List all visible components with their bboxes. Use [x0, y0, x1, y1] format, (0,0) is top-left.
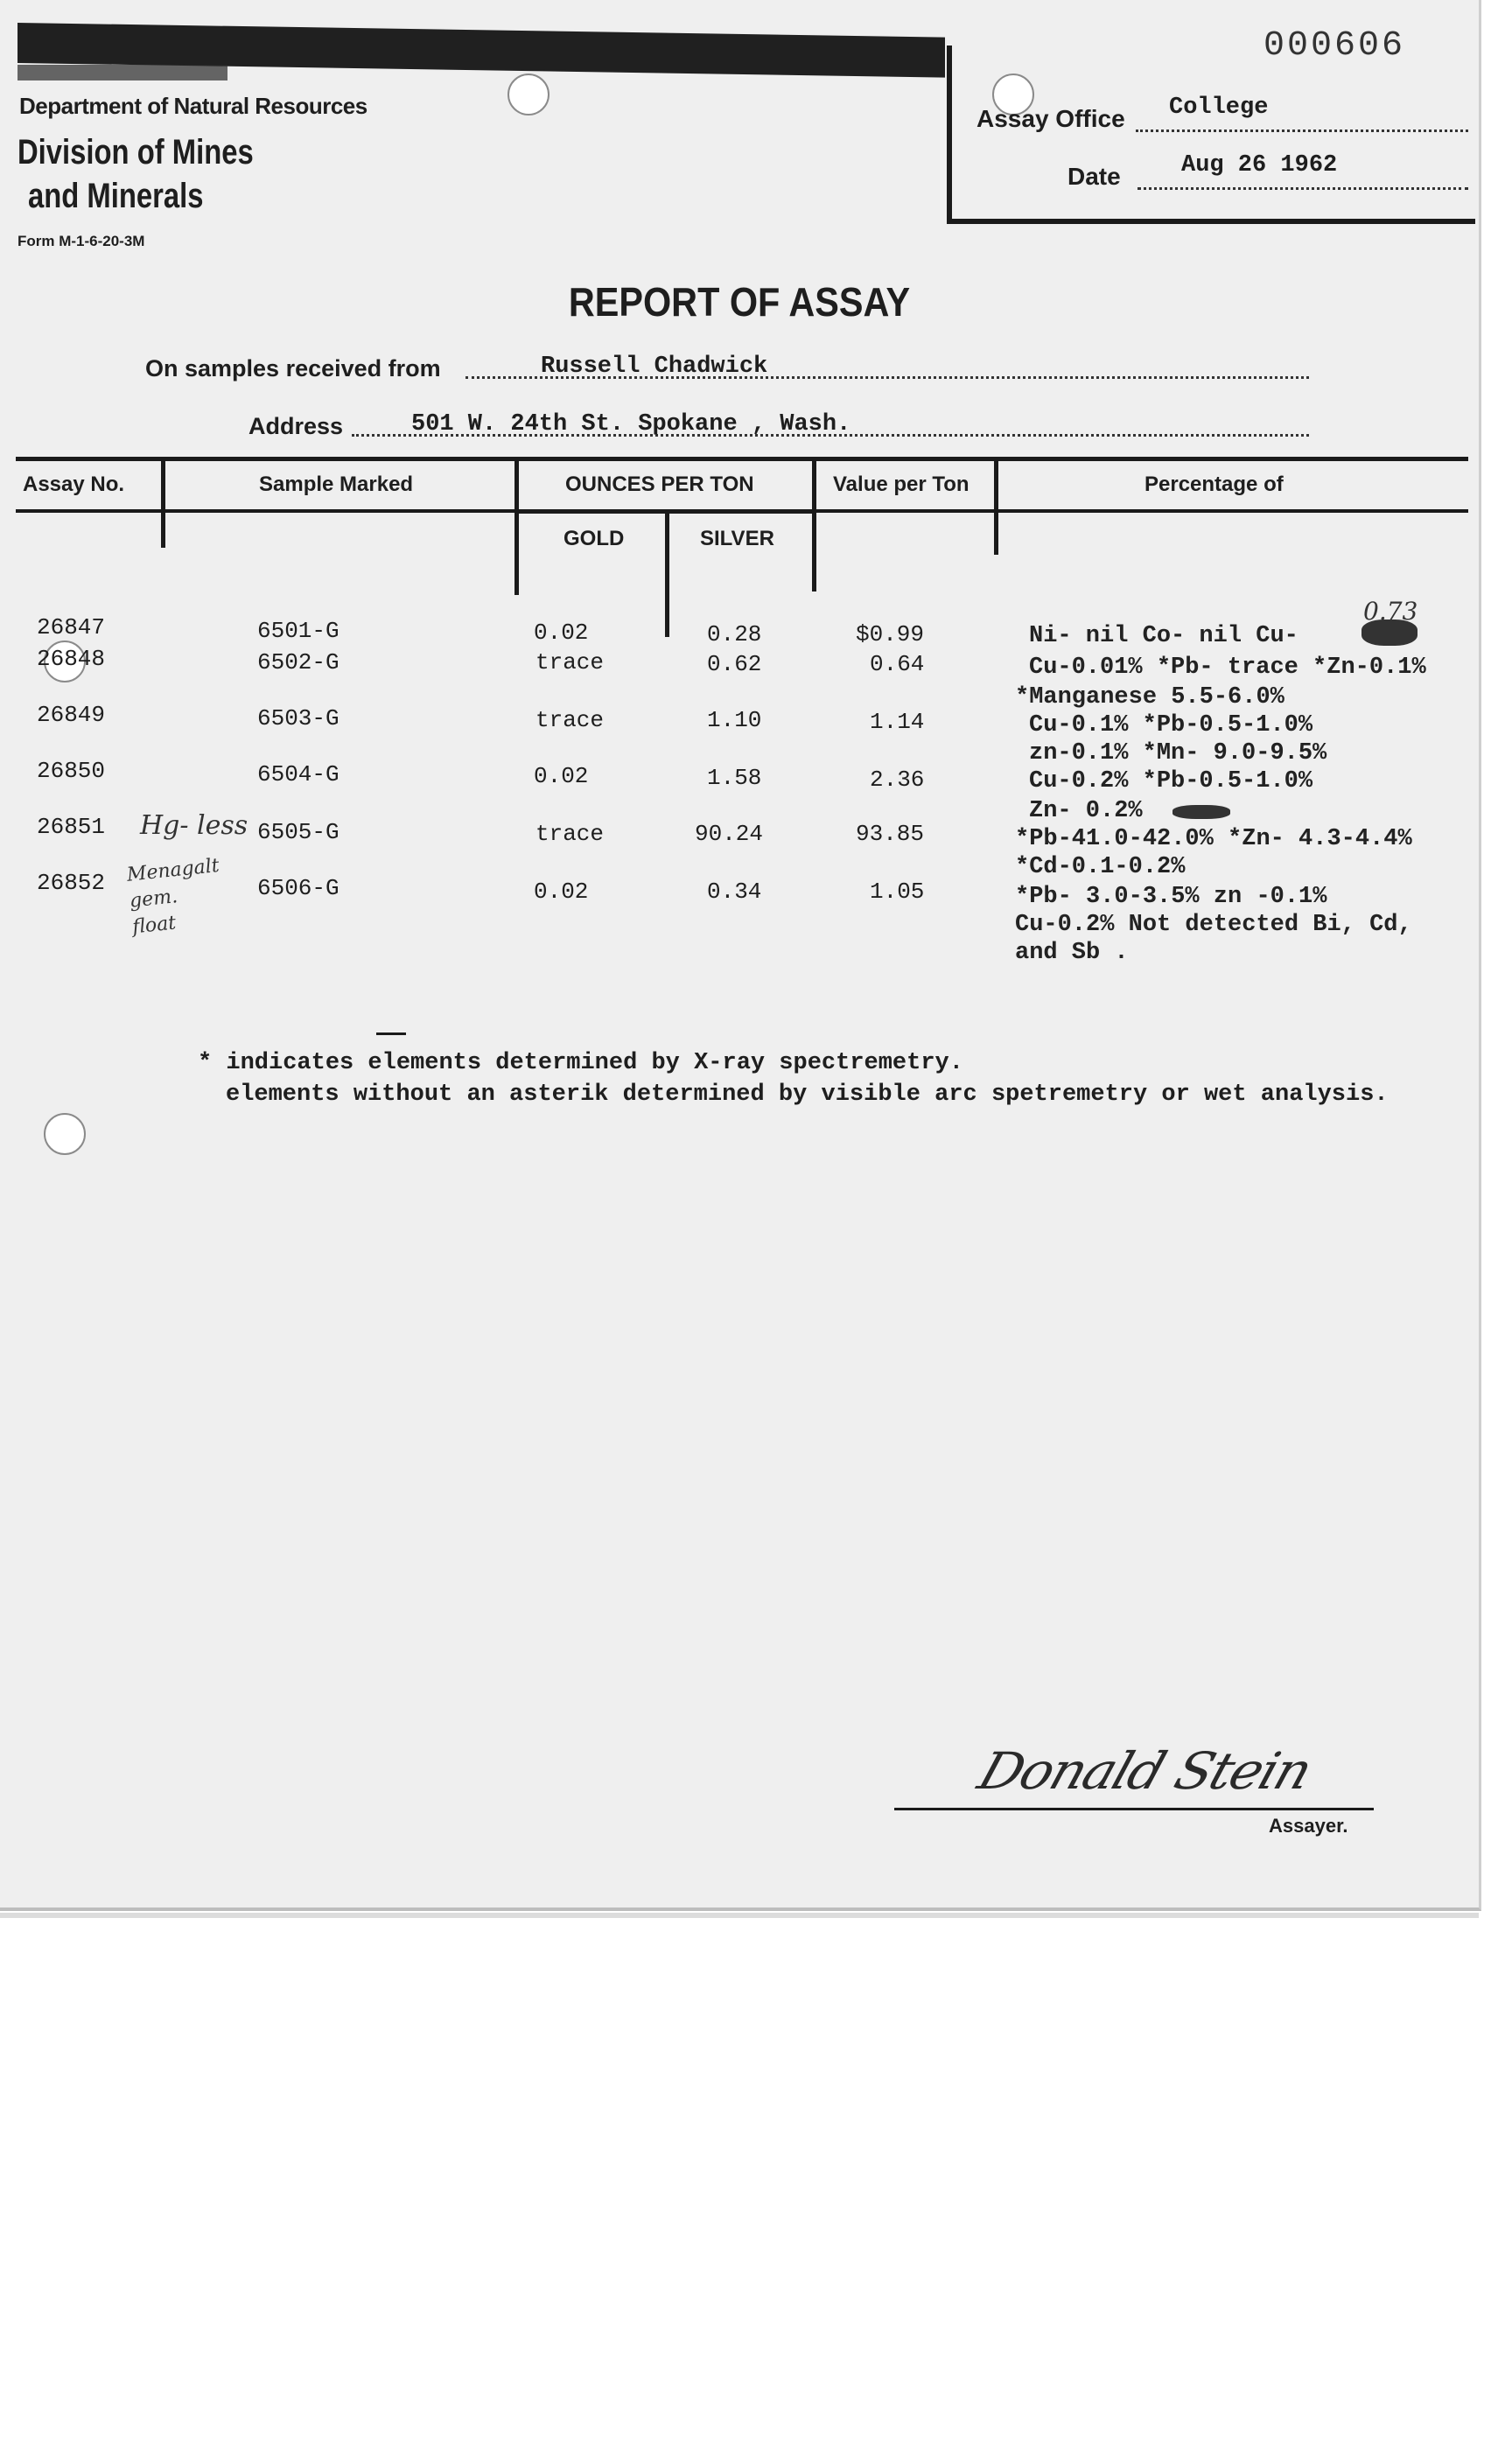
gold-cell: 0.02 [534, 763, 589, 789]
date-dotted-line [1138, 187, 1468, 190]
gold-cell: 0.02 [534, 878, 589, 905]
silver-cell: 1.58 [707, 765, 762, 791]
date-value: Aug 26 1962 [1181, 152, 1338, 178]
division-line-2: and Minerals [28, 177, 204, 215]
assay-no-cell: 26852 [37, 870, 106, 896]
punch-hole-middle [44, 1113, 86, 1155]
col-divider-1 [161, 458, 165, 548]
underlying-page-edge [0, 1913, 1479, 1918]
department-name: Department of Natural Resources [19, 93, 368, 119]
percentage-line: Cu-0.2% Not detected Bi, Cd, [1015, 912, 1412, 938]
date-label: Date [1068, 163, 1121, 190]
header-assay-no: Assay No. [23, 472, 125, 496]
assay-office-box [947, 46, 1475, 224]
received-from-value: Russell Chadwick [541, 354, 768, 380]
sample-cell: 6505-G [257, 819, 340, 845]
percentage-line: Cu-0.1% *Pb-0.5-1.0% [1029, 712, 1313, 738]
col-divider-4 [994, 458, 998, 555]
value-cell: 0.64 [870, 651, 925, 677]
header-gold: GOLD [564, 527, 625, 550]
assayer-signature: Donald Stein [971, 1741, 1319, 1801]
division-line-1: Division of Mines [18, 133, 254, 172]
value-cell: $0.99 [856, 621, 925, 648]
ink-blot [1172, 805, 1230, 819]
value-cell: 1.14 [870, 709, 925, 735]
sample-cell: 6502-G [257, 649, 340, 676]
handwritten-annotation: Hg- less [140, 810, 248, 841]
header-value-per-ton: Value per Ton [833, 472, 970, 496]
assayer-label: Assayer. [1269, 1815, 1348, 1837]
received-from-label: On samples received from [145, 355, 441, 382]
address-label: Address [248, 413, 344, 439]
percentage-line: Cu-0.2% *Pb-0.5-1.0% [1029, 768, 1313, 794]
report-title: REPORT OF ASSAY [568, 279, 911, 325]
assay-no-cell: 26847 [37, 614, 106, 640]
percentage-line: Zn- 0.2% [1029, 798, 1143, 824]
silver-cell: 0.28 [707, 621, 762, 648]
percentage-line: zn-0.1% *Mn- 9.0-9.5% [1029, 740, 1327, 766]
col-divider-gold-silver [665, 511, 669, 637]
gold-cell: trace [536, 649, 605, 676]
silver-cell: 1.10 [707, 707, 762, 733]
silver-cell: 90.24 [695, 821, 764, 847]
assay-office-dotted-line [1136, 130, 1468, 132]
value-cell: 2.36 [870, 766, 925, 793]
sample-cell: 6501-G [257, 618, 340, 644]
assay-office-value: College [1169, 94, 1269, 121]
silver-cell: 0.34 [707, 878, 762, 905]
sample-cell: 6504-G [257, 761, 340, 788]
gold-cell: 0.02 [534, 620, 589, 646]
assay-office-label: Assay Office [976, 105, 1125, 132]
header-silver: SILVER [700, 527, 774, 550]
sample-cell: 6503-G [257, 705, 340, 732]
percentage-line: Ni- nil Co- nil Cu- [1029, 623, 1298, 649]
note-line-2: elements without an asterik determined by visible arc spetremetry or wet analysis. [226, 1082, 1389, 1108]
handwritten-cu-value: 0.73 [1363, 597, 1418, 626]
col-divider-3 [812, 458, 816, 592]
sample-cell: 6506-G [257, 875, 340, 901]
assay-no-cell: 26851 [37, 814, 106, 840]
table-top-rule [16, 457, 1468, 461]
percentage-line: *Manganese 5.5-6.0% [1015, 684, 1284, 710]
serial-number: 000606 [1264, 26, 1406, 66]
handwritten-annotation: Menagalt gem. float [125, 854, 220, 939]
assay-no-cell: 26850 [37, 758, 106, 784]
assay-no-cell: 26848 [37, 646, 106, 672]
redaction-bar-fade [18, 65, 228, 80]
note-line-1: * indicates elements determined by X-ray spectremetry. [198, 1050, 963, 1076]
percentage-line: and Sb . [1015, 940, 1129, 966]
signature-line [894, 1808, 1374, 1810]
gold-cell: trace [536, 707, 605, 733]
header-ounces-per-ton: OUNCES PER TON [565, 472, 754, 496]
assay-no-cell: 26849 [37, 702, 106, 728]
header-percentage-of: Percentage of [1144, 472, 1284, 496]
value-cell: 93.85 [856, 821, 925, 847]
col-divider-2 [514, 458, 519, 595]
header-sample-marked: Sample Marked [259, 472, 414, 496]
silver-cell: 0.62 [707, 651, 762, 677]
percentage-line: *Pb- 3.0-3.5% zn -0.1% [1015, 884, 1327, 910]
percentage-line: *Pb-41.0-42.0% *Zn- 4.3-4.4% [1015, 826, 1412, 852]
percentage-line: *Cd-0.1-0.2% [1015, 854, 1186, 880]
form-number: Form M-1-6-20-3M [18, 233, 145, 249]
percentage-line: Cu-0.01% *Pb- trace *Zn-0.1% [1029, 654, 1426, 681]
gold-cell: trace [536, 821, 605, 847]
note-dash [376, 1032, 406, 1035]
value-cell: 1.05 [870, 878, 925, 905]
punch-hole-top [508, 74, 550, 116]
address-value: 501 W. 24th St. Spokane , Wash. [411, 411, 851, 438]
